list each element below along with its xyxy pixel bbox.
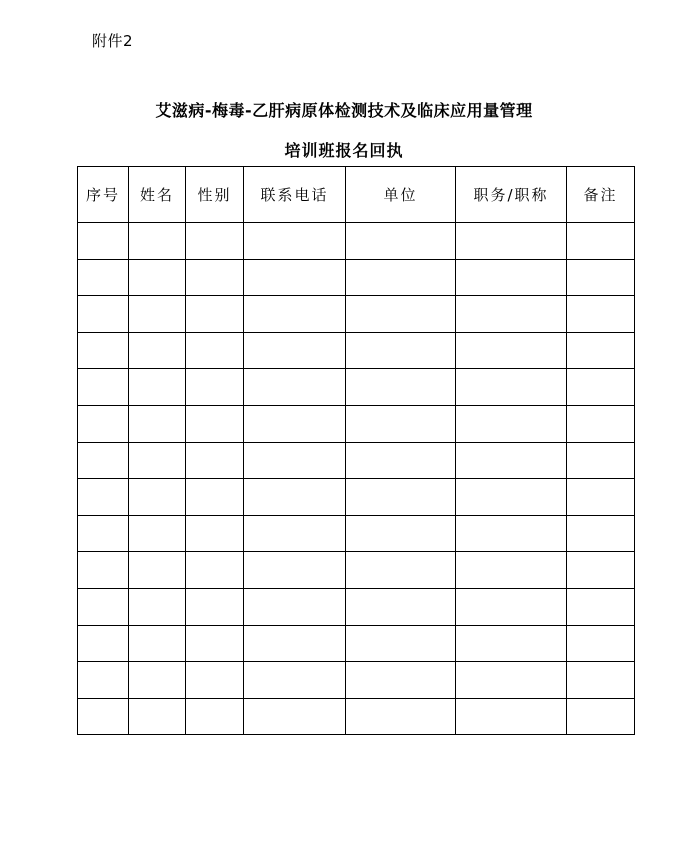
cell-name[interactable] (129, 625, 186, 662)
cell-serial[interactable] (78, 369, 129, 406)
cell-organization[interactable] (346, 552, 456, 589)
cell-remarks[interactable] (567, 515, 635, 552)
cell-name[interactable] (129, 223, 186, 260)
cell-remarks[interactable] (567, 588, 635, 625)
table-row (78, 698, 635, 735)
cell-name[interactable] (129, 369, 186, 406)
table-row (78, 223, 635, 260)
cell-position[interactable] (456, 442, 567, 479)
cell-name[interactable] (129, 442, 186, 479)
column-header-position: 职务/职称 (456, 167, 567, 223)
cell-remarks[interactable] (567, 552, 635, 589)
registration-table (77, 166, 635, 735)
cell-position[interactable] (456, 332, 567, 369)
cell-position[interactable] (456, 662, 567, 699)
cell-gender[interactable] (186, 369, 244, 406)
table-row (78, 296, 635, 333)
cell-name[interactable] (129, 479, 186, 516)
attachment-label: 附件2 (92, 32, 134, 50)
cell-name[interactable] (129, 405, 186, 442)
cell-remarks[interactable] (567, 698, 635, 735)
cell-gender[interactable] (186, 479, 244, 516)
cell-organization[interactable] (346, 223, 456, 260)
cell-gender[interactable] (186, 296, 244, 333)
cell-phone[interactable] (244, 296, 346, 333)
cell-organization[interactable] (346, 515, 456, 552)
cell-remarks[interactable] (567, 296, 635, 333)
cell-gender[interactable] (186, 515, 244, 552)
cell-position[interactable] (456, 588, 567, 625)
cell-remarks[interactable] (567, 369, 635, 406)
cell-serial[interactable] (78, 405, 129, 442)
cell-phone[interactable] (244, 259, 346, 296)
cell-organization[interactable] (346, 625, 456, 662)
cell-serial[interactable] (78, 479, 129, 516)
table-body (78, 223, 635, 735)
cell-name[interactable] (129, 552, 186, 589)
cell-organization[interactable] (346, 259, 456, 296)
column-header-serial: 序号 (78, 167, 129, 223)
cell-organization[interactable] (346, 332, 456, 369)
cell-remarks[interactable] (567, 259, 635, 296)
table-row (78, 259, 635, 296)
cell-serial[interactable] (78, 332, 129, 369)
cell-phone[interactable] (244, 515, 346, 552)
cell-organization[interactable] (346, 479, 456, 516)
cell-position[interactable] (456, 698, 567, 735)
cell-position[interactable] (456, 259, 567, 296)
cell-name[interactable] (129, 259, 186, 296)
column-header-name: 姓名 (129, 167, 186, 223)
cell-organization[interactable] (346, 442, 456, 479)
cell-name[interactable] (129, 698, 186, 735)
cell-serial[interactable] (78, 662, 129, 699)
cell-position[interactable] (456, 625, 567, 662)
column-header-phone: 联系电话 (244, 167, 346, 223)
cell-phone[interactable] (244, 442, 346, 479)
cell-phone[interactable] (244, 479, 346, 516)
cell-gender[interactable] (186, 332, 244, 369)
cell-remarks[interactable] (567, 479, 635, 516)
cell-name[interactable] (129, 662, 186, 699)
cell-phone[interactable] (244, 223, 346, 260)
cell-name[interactable] (129, 296, 186, 333)
document-title: 艾滋病-梅毒-乙肝病原体检测技术及临床应用量管理 (155, 101, 533, 120)
table-row (78, 332, 635, 369)
cell-serial[interactable] (78, 296, 129, 333)
cell-remarks[interactable] (567, 405, 635, 442)
cell-organization[interactable] (346, 369, 456, 406)
cell-serial[interactable] (78, 442, 129, 479)
cell-phone[interactable] (244, 588, 346, 625)
cell-organization[interactable] (346, 662, 456, 699)
cell-name[interactable] (129, 588, 186, 625)
cell-serial[interactable] (78, 259, 129, 296)
table-row (78, 405, 635, 442)
table-row (78, 369, 635, 406)
table-row (78, 662, 635, 699)
table-row (78, 442, 635, 479)
cell-gender[interactable] (186, 552, 244, 589)
cell-phone[interactable] (244, 332, 346, 369)
cell-gender[interactable] (186, 223, 244, 260)
cell-remarks[interactable] (567, 662, 635, 699)
cell-gender[interactable] (186, 698, 244, 735)
cell-position[interactable] (456, 223, 567, 260)
cell-serial[interactable] (78, 588, 129, 625)
cell-phone[interactable] (244, 552, 346, 589)
table-row (78, 588, 635, 625)
table-row (78, 479, 635, 516)
cell-remarks[interactable] (567, 332, 635, 369)
cell-position[interactable] (456, 515, 567, 552)
cell-serial[interactable] (78, 515, 129, 552)
cell-serial[interactable] (78, 698, 129, 735)
cell-phone[interactable] (244, 369, 346, 406)
cell-gender[interactable] (186, 259, 244, 296)
cell-gender[interactable] (186, 625, 244, 662)
cell-organization[interactable] (346, 405, 456, 442)
cell-position[interactable] (456, 479, 567, 516)
cell-organization[interactable] (346, 698, 456, 735)
cell-name[interactable] (129, 515, 186, 552)
cell-organization[interactable] (346, 588, 456, 625)
cell-serial[interactable] (78, 625, 129, 662)
cell-remarks[interactable] (567, 625, 635, 662)
cell-position[interactable] (456, 296, 567, 333)
column-header-gender: 性别 (186, 167, 244, 223)
document-subtitle: 培训班报名回执 (284, 141, 404, 160)
cell-organization[interactable] (346, 296, 456, 333)
cell-serial[interactable] (78, 552, 129, 589)
cell-gender[interactable] (186, 662, 244, 699)
cell-gender[interactable] (186, 405, 244, 442)
cell-phone[interactable] (244, 625, 346, 662)
cell-gender[interactable] (186, 588, 244, 625)
cell-remarks[interactable] (567, 442, 635, 479)
cell-position[interactable] (456, 405, 567, 442)
cell-remarks[interactable] (567, 223, 635, 260)
cell-name[interactable] (129, 332, 186, 369)
cell-phone[interactable] (244, 405, 346, 442)
cell-phone[interactable] (244, 698, 346, 735)
cell-position[interactable] (456, 552, 567, 589)
cell-position[interactable] (456, 369, 567, 406)
table-row (78, 625, 635, 662)
cell-serial[interactable] (78, 223, 129, 260)
table-row (78, 515, 635, 552)
column-header-organization: 单位 (346, 167, 456, 223)
column-header-remarks: 备注 (567, 167, 635, 223)
table-row (78, 552, 635, 589)
cell-phone[interactable] (244, 662, 346, 699)
table-header-row (78, 167, 635, 223)
cell-gender[interactable] (186, 442, 244, 479)
